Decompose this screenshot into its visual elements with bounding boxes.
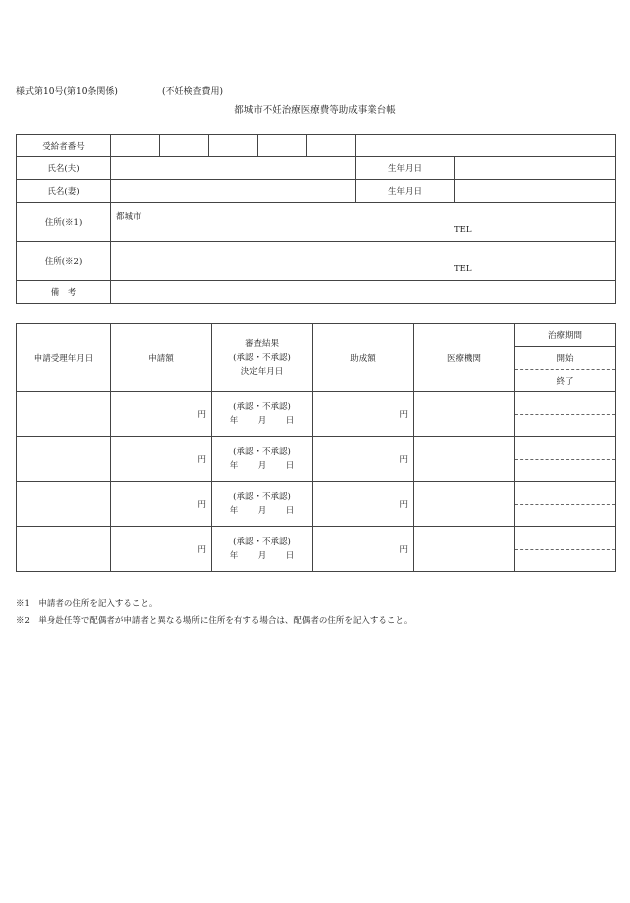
ledger-row [17,527,616,550]
review-choice: (承認・不承認) [233,352,291,363]
yen-unit: 円 [399,545,408,555]
month-unit: 月 [257,506,267,516]
application-date-header: 申請受理年月日 [17,324,111,392]
review-result-cell[interactable] [212,482,313,527]
application-date-cell[interactable] [17,482,111,527]
wife-name-field[interactable] [111,180,356,203]
decision-date-fields [212,504,312,518]
yen-unit: 円 [197,545,206,555]
year-unit: 年 [229,551,239,561]
day-unit: 日 [285,551,295,561]
recipient-no-box-6[interactable] [356,135,616,157]
grant-amount-cell[interactable] [313,482,414,527]
treatment-period-header: 治療期間 [515,324,616,347]
page-title: 都城市不妊治療医療費等助成事業台帳 [234,105,396,116]
review-result-header [212,324,313,392]
form-number: 様式第10号(第10条関係) [16,87,118,97]
review-choice: (承認・不承認) [233,537,291,547]
remarks-field[interactable] [111,281,616,304]
husband-row [17,157,616,180]
review-title: 審査結果 [244,338,279,349]
period-end-cell[interactable] [515,550,616,572]
institution-header: 医療機関 [414,324,515,392]
address1-tel-label: TEL [454,225,472,235]
address1-label: 住所(※1) [17,203,111,242]
period-start-cell[interactable] [515,527,616,550]
period-start-cell[interactable] [515,437,616,460]
yen-unit: 円 [197,455,206,465]
grant-amount-cell[interactable] [313,437,414,482]
review-result-cell[interactable] [212,392,313,437]
grant-amount-cell[interactable] [313,392,414,437]
ledger-row [17,437,616,460]
day-unit: 日 [285,461,295,471]
footnote-2: ※2 単身赴任等で配偶者が申請者と異なる場所に住所を有する場合は、配偶者の住所を記入すること。 [16,616,413,626]
wife-birth-label: 生年月日 [356,180,455,203]
form-note: (不妊検査費用) [162,87,224,97]
month-unit: 月 [257,416,267,426]
yen-unit: 円 [197,410,206,420]
address2-field[interactable] [111,242,616,281]
month-unit: 月 [257,551,267,561]
yen-unit: 円 [399,455,408,465]
institution-cell[interactable] [414,527,515,572]
decision-date: 決定年月日 [240,366,284,377]
husband-name-label: 氏名(夫) [17,157,111,180]
period-end-cell[interactable] [515,505,616,527]
year-unit: 年 [229,416,239,426]
decision-date-fields [212,459,312,473]
grant-amount-cell[interactable] [313,527,414,572]
yen-unit: 円 [399,500,408,510]
grant-amount-header: 助成額 [313,324,414,392]
recipient-no-label: 受給者番号 [17,135,111,157]
remarks-row [17,281,616,304]
recipient-no-box-3[interactable] [209,135,258,157]
period-end-cell[interactable] [515,460,616,482]
address1-city: 都城市 [116,212,142,222]
period-end-cell[interactable] [515,415,616,437]
period-end-header: 終了 [515,370,616,392]
husband-birth-field[interactable] [455,157,616,180]
application-amount-cell[interactable] [111,482,212,527]
address2-label: 住所(※2) [17,242,111,281]
recipient-no-box-5[interactable] [307,135,356,157]
address2-row [17,242,616,281]
day-unit: 日 [285,416,295,426]
institution-cell[interactable] [414,392,515,437]
application-amount-header: 申請額 [111,324,212,392]
application-date-cell[interactable] [17,392,111,437]
review-result-cell[interactable] [212,527,313,572]
footnote-1: ※1 申請者の住所を記入すること。 [16,599,158,609]
decision-date-fields [212,414,312,428]
month-unit: 月 [257,461,267,471]
wife-row [17,180,616,203]
address1-field[interactable] [111,203,616,242]
day-unit: 日 [285,506,295,516]
institution-cell[interactable] [414,437,515,482]
institution-cell[interactable] [414,482,515,527]
yen-unit: 円 [197,500,206,510]
ledger-header-row-1 [17,324,616,347]
address2-tel-label: TEL [454,264,472,274]
recipient-no-box-2[interactable] [160,135,209,157]
decision-date-fields [212,549,312,563]
husband-name-field[interactable] [111,157,356,180]
address1-row [17,203,616,242]
yen-unit: 円 [399,410,408,420]
recipient-no-box-4[interactable] [258,135,307,157]
remarks-label: 備 考 [17,281,111,304]
application-amount-cell[interactable] [111,392,212,437]
recipient-no-row [17,135,616,157]
period-start-header: 開始 [515,347,616,370]
ledger-table [16,323,616,572]
wife-name-label: 氏名(妻) [17,180,111,203]
application-date-cell[interactable] [17,527,111,572]
year-unit: 年 [229,506,239,516]
review-choice: (承認・不承認) [233,402,291,412]
husband-birth-label: 生年月日 [356,157,455,180]
year-unit: 年 [229,461,239,471]
review-result-cell[interactable] [212,437,313,482]
application-amount-cell[interactable] [111,437,212,482]
wife-birth-field[interactable] [455,180,616,203]
review-choice: (承認・不承認) [233,492,291,502]
period-start-cell[interactable] [515,392,616,415]
review-choice: (承認・不承認) [233,447,291,457]
recipient-no-box-1[interactable] [111,135,160,157]
period-start-cell[interactable] [515,482,616,505]
ledger-row [17,482,616,505]
application-date-cell[interactable] [17,437,111,482]
application-amount-cell[interactable] [111,527,212,572]
ledger-row [17,392,616,415]
recipient-table [16,134,616,304]
